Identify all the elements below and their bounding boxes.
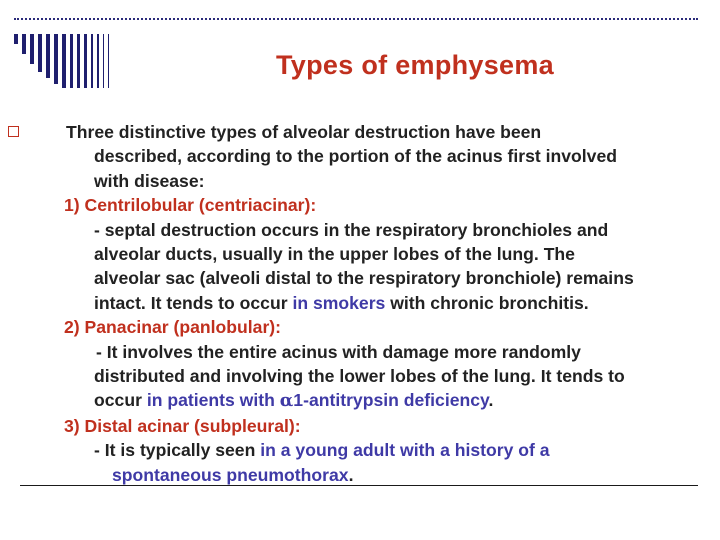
centrilobular-line-4: intact. It tends to occur in smokers with chronic bronchitis.	[94, 292, 589, 313]
highlight-young-adult: in a young adult with a history of a	[260, 440, 550, 461]
panacinar-line-1: - It involves the entire acinus with damage more randomly	[96, 341, 581, 362]
panacinar-line-2: distributed and involving the lower lobes of the lung. It tends to	[94, 366, 625, 387]
highlight-pneumothorax: spontaneous pneumothorax	[112, 464, 349, 485]
slide-title: Types of emphysema	[276, 50, 554, 80]
heading-centrilobular: 1) Centrilobular (centriacinar):	[64, 195, 317, 216]
centrilobular-line-2: alveolar ducts, usually in the upper lobes of the lung. The	[94, 244, 575, 265]
heading-distal-acinar: 3) Distal acinar (subpleural):	[64, 415, 301, 436]
highlight-antitrypsin: in patients with α1-antitrypsin deficiency	[146, 390, 489, 412]
bottom-rule	[20, 485, 698, 486]
top-dotted-rule	[14, 18, 698, 20]
centrilobular-line-1: - septal destruction occurs in the respiratory bronchioles and	[94, 219, 609, 240]
highlight-smokers: in smokers	[292, 292, 386, 313]
panacinar-line-3: occur in patients with α1-antitrypsin deficiency.	[94, 390, 494, 412]
distal-line-2: spontaneous pneumothorax.	[112, 464, 354, 485]
alpha-symbol: α	[279, 390, 294, 412]
intro-line-2: described, according to the portion of the acinus first involved	[94, 146, 617, 167]
intro-line-1: Three distinctive types of alveolar destruction have been	[66, 120, 716, 144]
slide-body	[66, 120, 716, 487]
bullet-square-icon	[8, 126, 19, 137]
heading-panacinar: 2) Panacinar (panlobular):	[64, 317, 282, 338]
centrilobular-line-3: alveolar sac (alveoli distal to the respiratory bronchiole) remains	[94, 268, 634, 289]
distal-line-1: - It is typically seen in a young adult with a history of a	[94, 440, 550, 461]
intro-line-3: with disease:	[94, 170, 205, 191]
